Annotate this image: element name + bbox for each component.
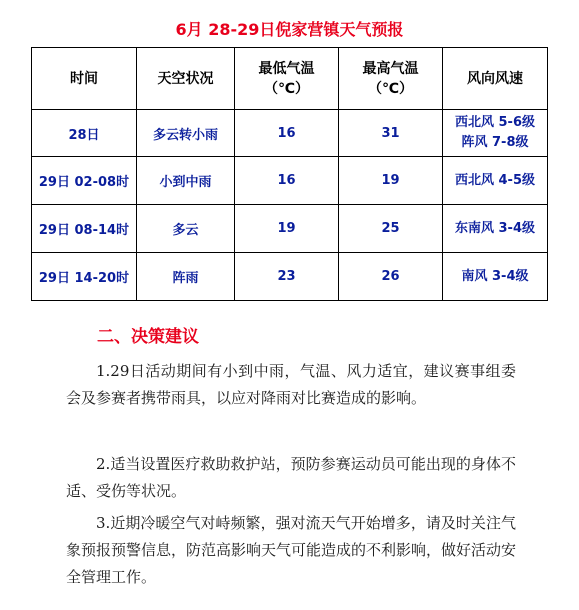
table-row — [32, 205, 548, 253]
cell-time: 29日 02-08时 — [32, 157, 137, 205]
cell-min-temp: 19 — [235, 205, 339, 253]
cell-time: 29日 08-14时 — [32, 205, 137, 253]
cell-max-temp: 31 — [339, 110, 443, 157]
cell-max-temp: 26 — [339, 253, 443, 301]
cell-max-temp: 25 — [339, 205, 443, 253]
cell-min-temp: 16 — [235, 110, 339, 157]
recommendation-paragraph: 1.29日活动期间有小到中雨，气温、风力适宜，建议赛事组委会及参赛者携带雨具，以应对降雨对比赛造成的影响。 — [66, 362, 516, 407]
header-min-temp: 最低气温 （℃） — [235, 48, 339, 110]
table-row — [32, 253, 548, 301]
header-max-temp: 最高气温 （℃） — [339, 48, 443, 110]
cell-min-temp: 16 — [235, 157, 339, 205]
cell-wind: 南风 3-4级 — [443, 253, 548, 301]
recommendation-paragraph: 3.近期冷暖空气对峙频繁，强对流天气开始增多，请及时关注气象预报预警信息，防范高影响天气可能造成的不利影响，做好活动安全管理工作。 — [66, 514, 517, 586]
cell-wind: 西北风 5-6级 阵风 7-8级 — [443, 110, 548, 157]
table-header-row — [32, 48, 548, 110]
recommendation-paragraph: 2.适当设置医疗救助救护站，预防参赛运动员可能出现的身体不适、受伤等状况。 — [66, 455, 516, 500]
header-wind: 风向风速 — [443, 48, 548, 110]
cell-time: 28日 — [32, 110, 137, 157]
header-sky: 天空状况 — [137, 48, 235, 110]
cell-sky: 小到中雨 — [137, 157, 235, 205]
section-heading: 二、决策建议 — [97, 327, 199, 347]
cell-sky: 阵雨 — [137, 253, 235, 301]
cell-time: 29日 14-20时 — [32, 253, 137, 301]
header-time: 时间 — [32, 48, 137, 110]
cell-min-temp: 23 — [235, 253, 339, 301]
cell-sky: 多云 — [137, 205, 235, 253]
cell-max-temp: 19 — [339, 157, 443, 205]
table-row — [32, 110, 548, 157]
cell-sky: 多云转小雨 — [137, 110, 235, 157]
page-title: 6月 28-29日倪家营镇天气预报 — [175, 20, 404, 39]
weather-forecast-table — [31, 47, 548, 301]
cell-wind: 西北风 4-5级 — [443, 157, 548, 205]
cell-wind: 东南风 3-4级 — [443, 205, 548, 253]
table-row — [32, 157, 548, 205]
